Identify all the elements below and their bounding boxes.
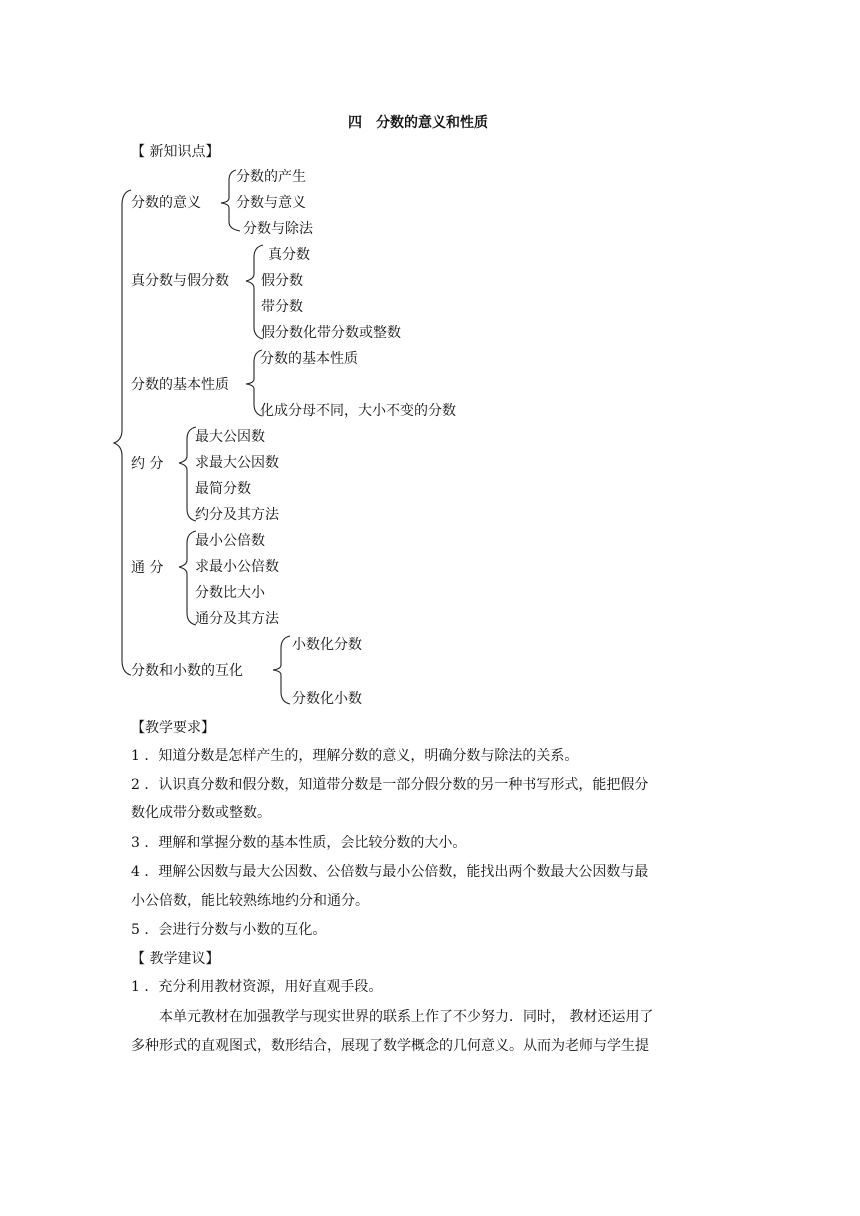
tree-group-label: 真分数与假分数 [131,273,229,289]
tree-group-label: 约 分 [131,456,164,472]
brace-group-4 [179,427,196,521]
tree-group-label: 分数和小数的互化 [131,663,243,679]
tree-item: 最小公倍数 [195,533,265,549]
tree-item: 假分数 [261,273,303,289]
requirement-line: 数化成带分数或整数。 [131,805,271,821]
tree-item: 求最大公因数 [195,455,279,471]
tree-group-label: 分数的意义 [131,195,201,211]
page-title: 四 分数的意义和性质 [348,115,488,131]
tree-item: 求最小公倍数 [195,559,279,575]
knowledge-heading: 【 新知识点】 [131,144,220,160]
tree-item: 真分数 [268,247,310,263]
tree-group-label: 通 分 [131,560,164,576]
tree-item: 分数与意义 [236,195,306,211]
requirement-line: 小公倍数，能比较熟练地约分和通分。 [131,893,369,909]
tree-item: 最大公因数 [195,429,265,445]
brace-group-6 [273,636,290,704]
tree-item: 通分及其方法 [195,611,279,627]
tree-item: 分数比大小 [195,585,265,601]
outer-brace [114,190,131,675]
tree-item: 分数化小数 [292,691,362,707]
tree-item: 假分数化带分数或整数 [261,325,401,341]
requirement-line: 3 ．理解和掌握分数的基本性质，会比较分数的大小。 [131,835,467,851]
tree-item: 分数与除法 [243,221,313,237]
tree-group-label: 分数的基本性质 [131,377,229,393]
suggestion-line: 本单元教材在加强教学与现实世界的联系上作了不少努力．同时， 教材还运用了 [131,1009,654,1025]
requirement-line: 5 ．会进行分数与小数的互化。 [131,922,327,938]
requirement-line: 4 ．理解公因数与最大公因数、公倍数与最小公倍数，能找出两个数最大公因数与最 [131,864,649,880]
suggestion-line: 多种形式的直观图式，数形结合，展现了数学概念的几何意义。从而为老师与学生提 [131,1038,649,1054]
suggestion-line: 1 ．充分利用教材资源，用好直观手段。 [131,979,383,995]
requirements-heading: 【教学要求】 [131,720,215,736]
requirement-line: 1 ．知道分数是怎样产生的，理解分数的意义，明确分数与除法的关系。 [131,748,579,764]
tree-item: 分数的产生 [236,169,306,185]
tree-item: 分数的基本性质 [260,351,358,367]
brace-group-5 [179,531,196,625]
tree-item: 带分数 [261,299,303,315]
tree-item: 化成分母不同，大小不变的分数 [260,403,456,419]
suggestions-heading: 【 教学建议】 [131,951,220,967]
requirement-line: 2 ．认识真分数和假分数，知道带分数是一部分假分数的另一种书写形式，能把假分 [131,777,649,793]
tree-item: 小数化分数 [292,637,362,653]
tree-item: 约分及其方法 [195,507,279,523]
tree-item: 最简分数 [195,481,251,497]
